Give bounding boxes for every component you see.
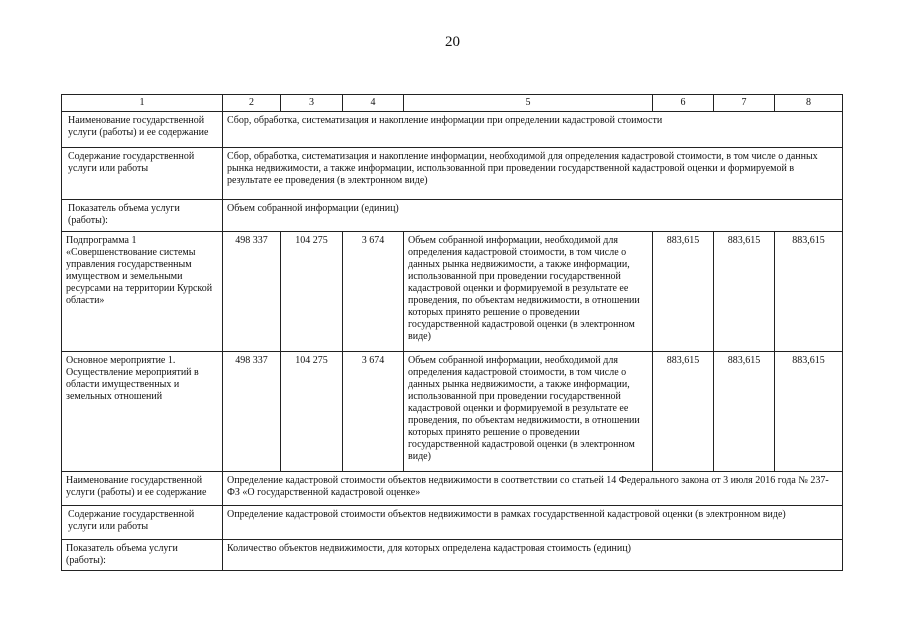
header-cell: 2: [223, 95, 281, 112]
table-row: [62, 352, 843, 472]
description-cell: Объем собранной информации, необходимой для определения кадастровой стоимости, в том числе о данных рынка недвижимости, а также информации, использованной при проведении государственной кадастровой оценки и формируемой в результате ее проведения, по объектам недвижимости, в отношении которых принято решение о проведении государственной кадастровой оценки (в электронном виде): [404, 232, 653, 352]
row-text: Сбор, обработка, систематизация и накопление информации при определении кадастровой стоимости: [223, 112, 843, 148]
table-row: [62, 232, 843, 352]
row-label: Наименование государственной услуги (работы) и ее содержание: [62, 112, 223, 148]
value-cell: 104 275: [281, 352, 343, 472]
value-cell: 104 275: [281, 232, 343, 352]
row-text: Количество объектов недвижимости, для которых определена кадастровая стоимость (единиц): [223, 540, 843, 571]
value-cell: 883,615: [653, 352, 714, 472]
header-cell: 7: [714, 95, 775, 112]
row-text: Определение кадастровой стоимости объектов недвижимости в соответствии со статьей 14 Федерального закона от 3 июля 2016 года № 237-ФЗ «О государственной кадастровой оценке»: [223, 472, 843, 506]
row-label: Показатель объема услуги (работы):: [62, 200, 223, 232]
row-label: Показатель объема услуги (работы):: [62, 540, 223, 571]
header-cell: 1: [62, 95, 223, 112]
header-row: [62, 95, 843, 112]
table-row: [62, 472, 843, 506]
row-label: Основное мероприятие 1. Осуществление мероприятий в области имущественных и земельных отношений: [62, 352, 223, 472]
table-row: [62, 540, 843, 571]
row-label: Содержание государственной услуги или работы: [62, 506, 223, 540]
page-number: 20: [445, 34, 460, 50]
services-table: [61, 94, 843, 571]
row-label: Содержание государственной услуги или работы: [62, 148, 223, 200]
value-cell: 883,615: [714, 232, 775, 352]
table-row: [62, 112, 843, 148]
header-cell: 4: [343, 95, 404, 112]
value-cell: 883,615: [653, 232, 714, 352]
description-cell: Объем собранной информации, необходимой для определения кадастровой стоимости, в том числе о данных рынка недвижимости, а также информации, использованной при проведении государственной кадастровой оценки и формируемой в результате ее проведения, по объектам недвижимости, в отношении которых принято решение о проведении государственной кадастровой оценки (в электронном виде): [404, 352, 653, 472]
table-row: [62, 148, 843, 200]
table-row: [62, 200, 843, 232]
value-cell: 3 674: [343, 232, 404, 352]
row-text: Сбор, обработка, систематизация и накопление информации, необходимой для определения кадастровой стоимости, в том числе о данных рынка недвижимости, а также информации, использованной при проведении государственной кадастровой оценки и формируемой в результате ее проведения (в электронном виде): [223, 148, 843, 200]
header-cell: 5: [404, 95, 653, 112]
value-cell: 498 337: [223, 352, 281, 472]
row-label: Наименование государственной услуги (работы) и ее содержание: [62, 472, 223, 506]
value-cell: 3 674: [343, 352, 404, 472]
value-cell: 498 337: [223, 232, 281, 352]
header-cell: 6: [653, 95, 714, 112]
row-text: Определение кадастровой стоимости объектов недвижимости в рамках государственной кадастровой оценки (в электронном виде): [223, 506, 843, 540]
table-row: [62, 506, 843, 540]
value-cell: 883,615: [714, 352, 775, 472]
value-cell: 883,615: [775, 232, 843, 352]
header-cell: 3: [281, 95, 343, 112]
header-cell: 8: [775, 95, 843, 112]
value-cell: 883,615: [775, 352, 843, 472]
row-label: Подпрограмма 1 «Совершенствование системы управления государственным имуществом и земельными ресурсами на территории Курской области»: [62, 232, 223, 352]
row-text: Объем собранной информации (единиц): [223, 200, 843, 232]
